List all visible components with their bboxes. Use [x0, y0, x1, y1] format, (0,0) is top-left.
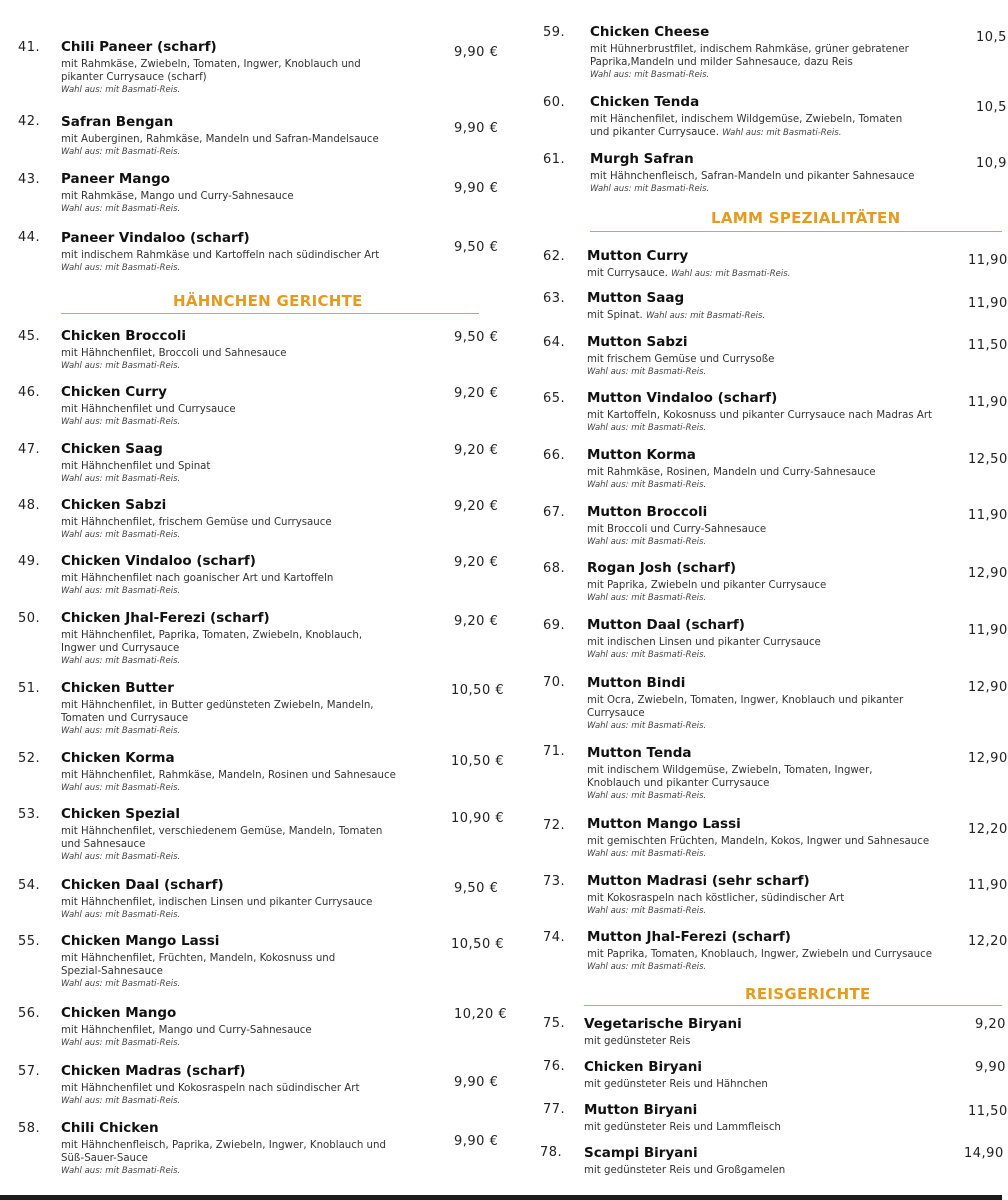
dish-price: 12,20 [968, 822, 1008, 837]
rice-option-note: Wahl aus: mit Basmati-Reis. [587, 480, 707, 490]
rice-option-note: Wahl aus: mit Basmati-Reis. [587, 650, 707, 660]
dish-price: 9,20 € [454, 555, 499, 570]
rice-option-note: Wahl aus: mit Basmati-Reis. [61, 147, 181, 157]
dish-price: 9,20 € [454, 443, 499, 458]
dish-name: Paneer Vindaloo (scharf) [61, 230, 250, 246]
dish-description: mit frischem Gemüse und Currysoße Wahl aus: mit Basmati-Reis. [587, 353, 957, 379]
dish-name: Chicken Mango [61, 1005, 177, 1021]
dish-price: 9,20 € [454, 499, 499, 514]
dish-name: Mutton Biryani [584, 1102, 698, 1118]
item-number: 60. [543, 95, 566, 110]
dish-price: 11,50 [968, 1104, 1008, 1119]
dish-name: Chicken Butter [61, 680, 174, 696]
item-number: 57. [18, 1064, 41, 1079]
dish-name: Chicken Sabzi [61, 497, 167, 513]
dish-description: mit indischem Rahmkäse und Kartoffeln nach südindischer Art Wahl aus: mit Basmati-Reis. [61, 249, 441, 275]
dish-price: 12,50 [968, 452, 1008, 467]
dish-description: mit indischen Linsen und pikanter Currysauce Wahl aus: mit Basmati-Reis. [587, 636, 957, 662]
dish-price: 11,90 [968, 253, 1008, 268]
dish-description: mit Hähnchenfilet, Mango und Curry-Sahnesauce Wahl aus: mit Basmati-Reis. [61, 1024, 441, 1050]
rice-option-note: Wahl aus: mit Basmati-Reis. [587, 367, 707, 377]
item-number: 75. [543, 1016, 566, 1031]
dish-name: Vegetarische Biryani [584, 1016, 742, 1032]
dish-description: mit Hähnchenfilet, Broccoli und Sahnesauce Wahl aus: mit Basmati-Reis. [61, 347, 441, 373]
dish-price: 11,90 [968, 623, 1008, 638]
dish-name: Mutton Madrasi (sehr scharf) [587, 873, 810, 889]
rice-option-note: Wahl aus: mit Basmati-Reis. [61, 1038, 181, 1048]
rice-option-note: Wahl aus: mit Basmati-Reis. [61, 910, 181, 920]
section-title-haehnchen: HÄHNCHEN GERICHTE [173, 292, 363, 310]
dish-name: Chicken Curry [61, 384, 167, 400]
item-number: 77. [543, 1102, 566, 1117]
dish-description: mit gedünsteter Reis und Lammfleisch [584, 1122, 781, 1133]
item-number: 41. [18, 40, 41, 55]
rice-option-note: Wahl aus: mit Basmati-Reis. [590, 184, 710, 194]
dish-name: Mutton Curry [587, 248, 689, 264]
dish-price: 9,20 € [454, 614, 499, 629]
rice-option-note: Wahl aus: mit Basmati-Reis. [61, 783, 181, 793]
item-number: 68. [543, 561, 566, 576]
dish-description: mit Hähnchenfilet, verschiedenem Gemüse, Mandeln, Tomaten und Sahnesauce Wahl aus: mit Basmati-Reis. [61, 825, 391, 864]
item-number: 61. [543, 152, 566, 167]
item-number: 56. [18, 1006, 41, 1021]
rice-option-note: Wahl aus: mit Basmati-Reis. [61, 417, 181, 427]
dish-price: 9,20 [975, 1017, 1006, 1032]
rice-option-note: Wahl aus: mit Basmati-Reis. [587, 593, 707, 603]
dish-name: Mutton Tenda [587, 745, 692, 761]
dish-price: 10,9 [976, 156, 1007, 171]
rice-option-note: Wahl aus: mit Basmati-Reis. [61, 656, 181, 666]
dish-name: Mutton Daal (scharf) [587, 617, 745, 633]
rice-option-note: Wahl aus: mit Basmati-Reis. [587, 849, 707, 859]
dish-price: 12,20 [968, 934, 1008, 949]
dish-name: Mutton Saag [587, 290, 685, 306]
dish-name: Chicken Broccoli [61, 328, 186, 344]
item-number: 44. [18, 230, 41, 245]
item-number: 46. [18, 385, 41, 400]
item-number: 76. [543, 1059, 566, 1074]
dish-description: mit Auberginen, Rahmkäse, Mandeln und Safran-Mandelsauce Wahl aus: mit Basmati-Reis. [61, 133, 441, 159]
item-number: 54. [18, 878, 41, 893]
rice-option-note: Wahl aus: mit Basmati-Reis. [61, 361, 181, 371]
dish-price: 12,90 [968, 751, 1008, 766]
dish-price: 9,90 € [454, 1134, 499, 1149]
item-number: 63. [543, 291, 566, 306]
dish-description: mit Rahmkäse, Zwiebeln, Tomaten, Ingwer, Knoblauch und pikanter Currysauce (scharf) Wahl aus: mit Basmati-Reis. [61, 58, 401, 97]
item-number: 50. [18, 611, 41, 626]
dish-name: Safran Bengan [61, 114, 174, 130]
dish-description: mit gedünsteter Reis [584, 1036, 691, 1047]
dish-name: Chicken Tenda [590, 94, 700, 110]
rice-option-note: Wahl aus: mit Basmati-Reis. [590, 70, 710, 80]
rice-option-note: Wahl aus: mit Basmati-Reis. [587, 962, 707, 972]
dish-name: Chili Chicken [61, 1120, 159, 1136]
dish-price: 10,20 € [454, 1007, 508, 1022]
dish-name: Chicken Daal (scharf) [61, 877, 224, 893]
dish-description: mit Hähnchenfilet und Kokosraspeln nach südindischer Art Wahl aus: mit Basmati-Reis. [61, 1082, 441, 1108]
section-title-reis: REISGERICHTE [745, 985, 871, 1003]
dish-description: mit Hähnchenfilet, frischem Gemüse und Currysauce Wahl aus: mit Basmati-Reis. [61, 516, 441, 542]
section-title-lamm: LAMM SPEZIALITÄTEN [711, 209, 901, 227]
dish-description: mit gedünsteter Reis und Hähnchen [584, 1079, 768, 1090]
dish-price: 10,90 € [451, 811, 505, 826]
dish-name: Chicken Biryani [584, 1059, 702, 1075]
dish-description: mit Hähnchenfleisch, Paprika, Zwiebeln, Ingwer, Knoblauch und Süß-Sauer-Sauce Wahl aus: mit Basmati-Reis. [61, 1139, 401, 1178]
dish-price: 11,50 [968, 338, 1008, 353]
dish-description: mit gedünsteter Reis und Großgamelen [584, 1165, 786, 1176]
dish-price: 11,90 [968, 296, 1008, 311]
dish-price: 12,90 [968, 680, 1008, 695]
dish-name: Paneer Mango [61, 171, 171, 187]
dish-price: 9,90 € [454, 1075, 499, 1090]
rice-option-note: Wahl aus: mit Basmati-Reis. [61, 979, 181, 989]
dish-description: mit Kartoffeln, Kokosnuss und pikanter Currysauce nach Madras Art Wahl aus: mit Basmati-Reis. [587, 409, 962, 435]
dish-name: Chicken Vindaloo (scharf) [61, 553, 256, 569]
item-number: 45. [18, 329, 41, 344]
item-number: 62. [543, 249, 566, 264]
dish-price: 10,50 € [451, 683, 505, 698]
dish-name: Chili Paneer (scharf) [61, 39, 217, 55]
rice-option-note: Wahl aus: mit Basmati-Reis. [671, 269, 791, 279]
rice-option-note: Wahl aus: mit Basmati-Reis. [587, 423, 707, 433]
dish-price: 9,50 € [454, 240, 499, 255]
rice-option-note: Wahl aus: mit Basmati-Reis. [61, 204, 181, 214]
dish-description: mit Hähnchenfilet und Spinat Wahl aus: mit Basmati-Reis. [61, 460, 441, 486]
section-divider [61, 313, 479, 314]
item-number: 71. [543, 744, 566, 759]
dish-price: 9,90 € [454, 121, 499, 136]
dish-description: mit Hähnchenfilet, indischen Linsen und pikanter Currysauce Wahl aus: mit Basmati-Reis. [61, 896, 441, 922]
item-number: 51. [18, 681, 41, 696]
dish-description: mit Hähnchenfilet, Rahmkäse, Mandeln, Rosinen und Sahnesauce Wahl aus: mit Basmati-Reis. [61, 769, 441, 795]
dish-price: 9,50 € [454, 881, 499, 896]
dish-name: Mutton Sabzi [587, 334, 688, 350]
dish-name: Mutton Vindaloo (scharf) [587, 390, 778, 406]
dish-name: Mutton Broccoli [587, 504, 708, 520]
item-number: 78. [540, 1145, 563, 1160]
dish-price: 11,90 [968, 508, 1008, 523]
dish-description: mit Rahmkäse, Rosinen, Mandeln und Curry-Sahnesauce Wahl aus: mit Basmati-Reis. [587, 466, 957, 492]
dish-description: mit Ocra, Zwiebeln, Tomaten, Ingwer, Knoblauch und pikanter Currysauce Wahl aus: mit Basmati-Reis. [587, 694, 907, 733]
dish-price: 11,90 [968, 395, 1008, 410]
rice-option-note: Wahl aus: mit Basmati-Reis. [587, 906, 707, 916]
item-number: 72. [543, 818, 566, 833]
dish-description: mit Spinat. Wahl aus: mit Basmati-Reis. [587, 310, 766, 321]
rice-option-note: Wahl aus: mit Basmati-Reis. [722, 128, 842, 138]
dish-description: mit indischem Wildgemüse, Zwiebeln, Tomaten, Ingwer, Knoblauch und pikanter Currysauce Wahl aus: mit Basmati-Reis. [587, 764, 907, 803]
dish-name: Mutton Korma [587, 447, 696, 463]
rice-option-note: Wahl aus: mit Basmati-Reis. [61, 530, 181, 540]
dish-description: mit Hähnchenfilet nach goanischer Art und Kartoffeln Wahl aus: mit Basmati-Reis. [61, 572, 441, 598]
dish-price: 9,90 [975, 1060, 1006, 1075]
dish-price: 9,90 € [454, 45, 499, 60]
dish-name: Chicken Spezial [61, 806, 180, 822]
dish-price: 10,50 € [451, 937, 505, 952]
bottom-border [0, 1195, 1002, 1200]
rice-option-note: Wahl aus: mit Basmati-Reis. [61, 263, 181, 273]
rice-option-note: Wahl aus: mit Basmati-Reis. [61, 474, 181, 484]
section-divider [590, 231, 1002, 232]
rice-option-note: Wahl aus: mit Basmati-Reis. [61, 1166, 181, 1176]
dish-price: 9,20 € [454, 386, 499, 401]
rice-option-note: Wahl aus: mit Basmati-Reis. [587, 791, 707, 801]
dish-description: mit Paprika, Tomaten, Knoblauch, Ingwer, Zwiebeln und Currysauce Wahl aus: mit Basmati-Reis. [587, 948, 967, 974]
rice-option-note: Wahl aus: mit Basmati-Reis. [61, 586, 181, 596]
dish-name: Chicken Mango Lassi [61, 933, 220, 949]
dish-description: mit Hühnerbrustfilet, indischem Rahmkäse, grüner gebratener Paprika,Mandeln und milder Sahnesauce, dazu Reis Wahl aus: mit Basmati-Reis. [590, 43, 940, 82]
item-number: 52. [18, 751, 41, 766]
dish-name: Scampi Biryani [584, 1145, 698, 1161]
item-number: 53. [18, 807, 41, 822]
item-number: 67. [543, 505, 566, 520]
item-number: 69. [543, 618, 566, 633]
item-number: 55. [18, 934, 41, 949]
dish-name: Mutton Jhal-Ferezi (scharf) [587, 929, 791, 945]
item-number: 59. [543, 25, 566, 40]
dish-description: mit Hähnchenfilet, Früchten, Mandeln, Kokosnuss und Spezial-Sahnesauce Wahl aus: mit Basmati-Reis. [61, 952, 371, 991]
dish-name: Chicken Korma [61, 750, 175, 766]
item-number: 42. [18, 114, 41, 129]
item-number: 66. [543, 448, 566, 463]
dish-price: 10,5 [976, 100, 1007, 115]
dish-name: Chicken Madras (scharf) [61, 1063, 246, 1079]
rice-option-note: Wahl aus: mit Basmati-Reis. [61, 85, 181, 95]
dish-name: Rogan Josh (scharf) [587, 560, 737, 576]
item-number: 74. [543, 930, 566, 945]
dish-price: 9,90 € [454, 181, 499, 196]
item-number: 70. [543, 675, 566, 690]
dish-price: 14,90 [964, 1146, 1004, 1161]
rice-option-note: Wahl aus: mit Basmati-Reis. [587, 537, 707, 547]
item-number: 58. [18, 1121, 41, 1136]
rice-option-note: Wahl aus: mit Basmati-Reis. [61, 1096, 181, 1106]
dish-price: 10,50 € [451, 754, 505, 769]
dish-name: Chicken Saag [61, 441, 163, 457]
item-number: 73. [543, 874, 566, 889]
dish-name: Chicken Jhal-Ferezi (scharf) [61, 610, 270, 626]
dish-description: mit Hähnchenfilet, in Butter gedünsteten Zwiebeln, Mandeln, Tomaten und Currysauce Wahl aus: mit Basmati-Reis. [61, 699, 401, 738]
dish-price: 10,5 [976, 30, 1007, 45]
dish-description: mit Paprika, Zwiebeln und pikanter Currysauce Wahl aus: mit Basmati-Reis. [587, 579, 957, 605]
rice-option-note: Wahl aus: mit Basmati-Reis. [645, 311, 766, 321]
item-number: 47. [18, 442, 41, 457]
rice-option-note: Wahl aus: mit Basmati-Reis. [587, 721, 707, 731]
item-number: 48. [18, 498, 41, 513]
dish-description: mit Hänchenfilet, indischem Wildgemüse, Zwiebeln, Tomaten und pikanter Currysauce. Wahl aus: mit Basmati-Reis. [590, 114, 903, 138]
dish-description: mit Rahmkäse, Mango und Curry-Sahnesauce Wahl aus: mit Basmati-Reis. [61, 190, 441, 216]
dish-description: mit Kokosraspeln nach köstlicher, südindischer Art Wahl aus: mit Basmati-Reis. [587, 892, 957, 918]
dish-description: mit Hähnchenfleisch, Safran-Mandeln und pikanter Sahnesauce Wahl aus: mit Basmati-Reis. [590, 170, 950, 196]
dish-price: 12,90 [968, 566, 1008, 581]
item-number: 64. [543, 335, 566, 350]
dish-name: Chicken Cheese [590, 24, 710, 40]
dish-name: Mutton Mango Lassi [587, 816, 741, 832]
dish-description: mit gemischten Früchten, Mandeln, Kokos, Ingwer und Sahnesauce Wahl aus: mit Basmati-Reis. [587, 835, 962, 861]
dish-description: mit Broccoli und Curry-Sahnesauce Wahl aus: mit Basmati-Reis. [587, 523, 957, 549]
dish-price: 11,90 [968, 878, 1008, 893]
item-number: 65. [543, 391, 566, 406]
item-number: 49. [18, 554, 41, 569]
dish-description: mit Hähnchenfilet und Currysauce Wahl aus: mit Basmati-Reis. [61, 403, 441, 429]
dish-description: mit Currysauce. Wahl aus: mit Basmati-Reis. [587, 268, 791, 279]
rice-option-note: Wahl aus: mit Basmati-Reis. [61, 726, 181, 736]
dish-name: Mutton Bindi [587, 675, 686, 691]
dish-name: Murgh Safran [590, 151, 694, 167]
dish-description: mit Hähnchenfilet, Paprika, Tomaten, Zwiebeln, Knoblauch, Ingwer und Currysauce Wahl aus: mit Basmati-Reis. [61, 629, 391, 668]
rice-option-note: Wahl aus: mit Basmati-Reis. [61, 852, 181, 862]
section-divider [584, 1005, 1002, 1006]
dish-price: 9,50 € [454, 330, 499, 345]
item-number: 43. [18, 172, 41, 187]
